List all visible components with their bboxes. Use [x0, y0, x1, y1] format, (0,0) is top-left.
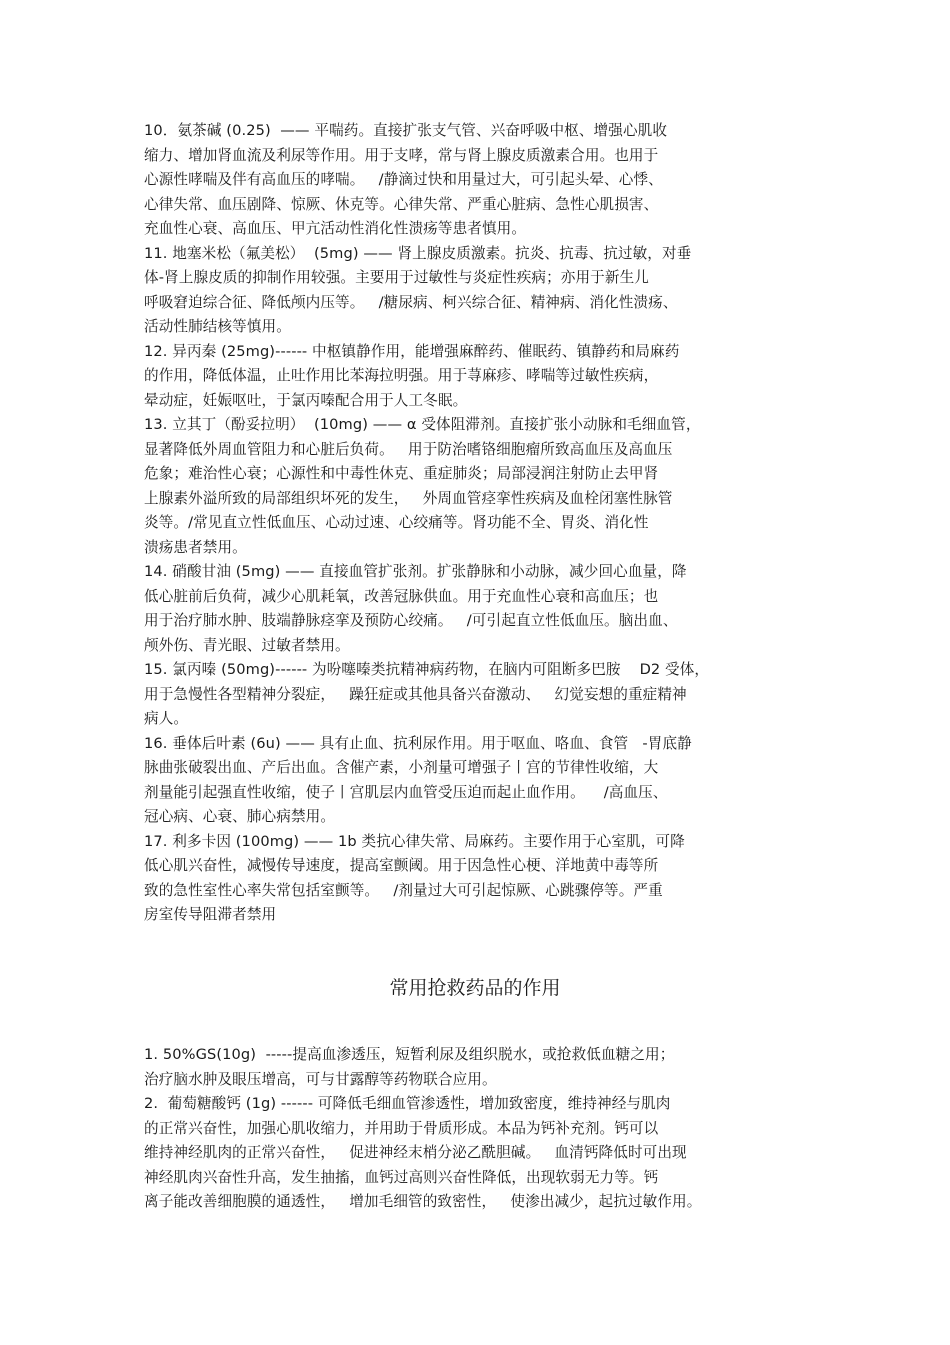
text-line: 病人。	[144, 710, 189, 727]
text-line: 低心肌兴奋性，减慢传导速度，提高室颤阈。用于因急性心梗、洋地黄中毒等所	[144, 857, 659, 874]
text-line: 致的急性室性心率失常包括室颤等。 /剂量过大可引起惊厥、心跳骤停等。严重	[144, 881, 663, 899]
drug-list-continued	[144, 119, 814, 928]
section-title: 常用抢救药品的作用	[389, 977, 561, 999]
text-line: 溃疡患者禁用。	[144, 538, 247, 556]
text-line: 心律失常、血压剧降、惊厥、休克等。心律失常、严重心脏病、急性心肌损害、	[144, 195, 659, 213]
text-line: 13. 立其丁（酚妥拉明） (10mg) —— α 受体阻滞剂。直接扩张小动脉和毛细血管，	[144, 416, 701, 433]
text-line: 呼吸窘迫综合征、降低颅内压等。 /糖尿病、柯兴综合征、精神病、消化性溃疡、	[144, 293, 678, 311]
text-line: 剂量能引起强直性收缩，使子丨宫肌层内血管受压迫而起止血作用。 /高血压、	[144, 783, 668, 801]
text-line: 2. 葡萄糖酸钙 (1g) ------ 可降低毛细血管渗透性，增加致密度，维持神经与肌肉	[144, 1095, 671, 1112]
text-line: 炎等。/常见直立性低血压、心动过速、心绞痛等。肾功能不全、胃炎、消化性	[144, 514, 649, 531]
text-line: 11. 地塞米松（氟美松） (5mg) —— 肾上腺皮质激素。抗炎、抗毒、抗过敏，对垂	[144, 244, 692, 262]
text-line: 危象；难治性心衰；心源性和中毒性休克、重症肺炎；局部浸润注射防止去甲肾	[144, 465, 659, 482]
text-line: 维持神经肌肉的正常兴奋性， 促进神经末梢分泌乙酰胆碱。 血清钙降低时可出现	[144, 1144, 687, 1161]
text-line: 活动性肺结核等慎用。	[144, 318, 291, 335]
text-line: 17. 利多卡因 (100mg) —— 1b 类抗心律失常、局麻药。主要作用于心室肌，可降	[144, 832, 685, 850]
text-line: 16. 垂体后叶素 (6u) —— 具有止血、抗利尿作用。用于呕血、咯血、食管 -胃底静	[144, 734, 692, 752]
text-line: 显著降低外周血管阻力和心脏后负荷。 用于防治嗜铬细胞瘤所致高血压及高血压	[144, 440, 673, 458]
text-line: 充血性心衰、高血压、甲亢活动性消化性溃疡等患者慎用。	[144, 220, 527, 237]
text-line: 14. 硝酸甘油 (5mg) —— 直接血管扩张剂。扩张静脉和小动脉，减少回心血量，降	[144, 563, 687, 580]
text-line: 冠心病、心衰、肺心病禁用。	[144, 808, 336, 825]
emergency-drug-list	[144, 1043, 814, 1215]
text-line: 晕动症，妊娠呕吐，于氯丙嗪配合用于人工冬眠。	[144, 391, 468, 409]
text-line: 的正常兴奋性，加强心肌收缩力，并用助于骨质形成。本品为钙补充剂。钙可以	[144, 1119, 659, 1137]
text-line: 脉曲张破裂出血、产后出血。含催产素，小剂量可增强子丨宫的节律性收缩，大	[144, 759, 659, 776]
text-line: 10．氨茶碱 (0.25) —— 平喘药。直接扩张支气管、兴奋呼吸中枢、增强心肌收	[144, 122, 668, 139]
text-line: 低心脏前后负荷，减少心肌耗氧，改善冠脉供血。用于充血性心衰和高血压；也	[144, 587, 659, 605]
text-line: 治疗脑水肿及眼压增高，可与甘露醇等药物联合应用。	[144, 1070, 497, 1088]
text-line: 1. 50%GS(10g) -----提高血渗透压，短暂利尿及组织脱水，或抢救低血糖之用；	[144, 1046, 675, 1063]
text-line: 15. 氯丙嗪 (50mg)------ 为吩噻嗪类抗精神病药物，在脑内可阻断多巴胺 D2 受体，	[144, 661, 710, 678]
text-line: 体-肾上腺皮质的抑制作用较强。主要用于过敏性与炎症性疾病；亦用于新生儿	[144, 269, 649, 286]
text-line: 用于急慢性各型精神分裂症， 躁狂症或其他具备兴奋激动、 幻觉妄想的重症精神	[144, 685, 687, 703]
text-line: 上腺素外溢所致的局部组织坏死的发生， 外周血管痉挛性疾病及血栓闭塞性脉管	[144, 489, 673, 507]
text-line: 心源性哮喘及伴有高血压的哮喘。 /静滴过快和用量过大，可引起头晕、心悸、	[144, 171, 663, 188]
text-line: 神经肌肉兴奋性升高，发生抽搐，血钙过高则兴奋性降低，出现软弱无力等。钙	[144, 1168, 659, 1186]
text-line: 颅外伤、青光眼、过敏者禁用。	[144, 636, 350, 654]
text-line: 离子能改善细胞膜的通透性， 增加毛细管的致密性， 使渗出减少，起抗过敏作用。	[144, 1193, 702, 1210]
text-line: 房室传导阻滞者禁用	[144, 906, 277, 923]
text-line: 用于治疗肺水肿、肢端静脉痉挛及预防心绞痛。 /可引起直立性低血压。脑出血、	[144, 612, 678, 629]
text-line: 的作用，降低体温，止吐作用比苯海拉明强。用于荨麻疹、哮喘等过敏性疾病，	[144, 367, 659, 384]
text-line: 12. 异丙秦 (25mg)------ 中枢镇静作用，能增强麻醉药、催眠药、镇静药和局麻药	[144, 342, 680, 360]
text-line: 缩力、增加肾血流及利尿等作用。用于支哮，常与肾上腺皮质激素合用。也用于	[144, 146, 659, 164]
